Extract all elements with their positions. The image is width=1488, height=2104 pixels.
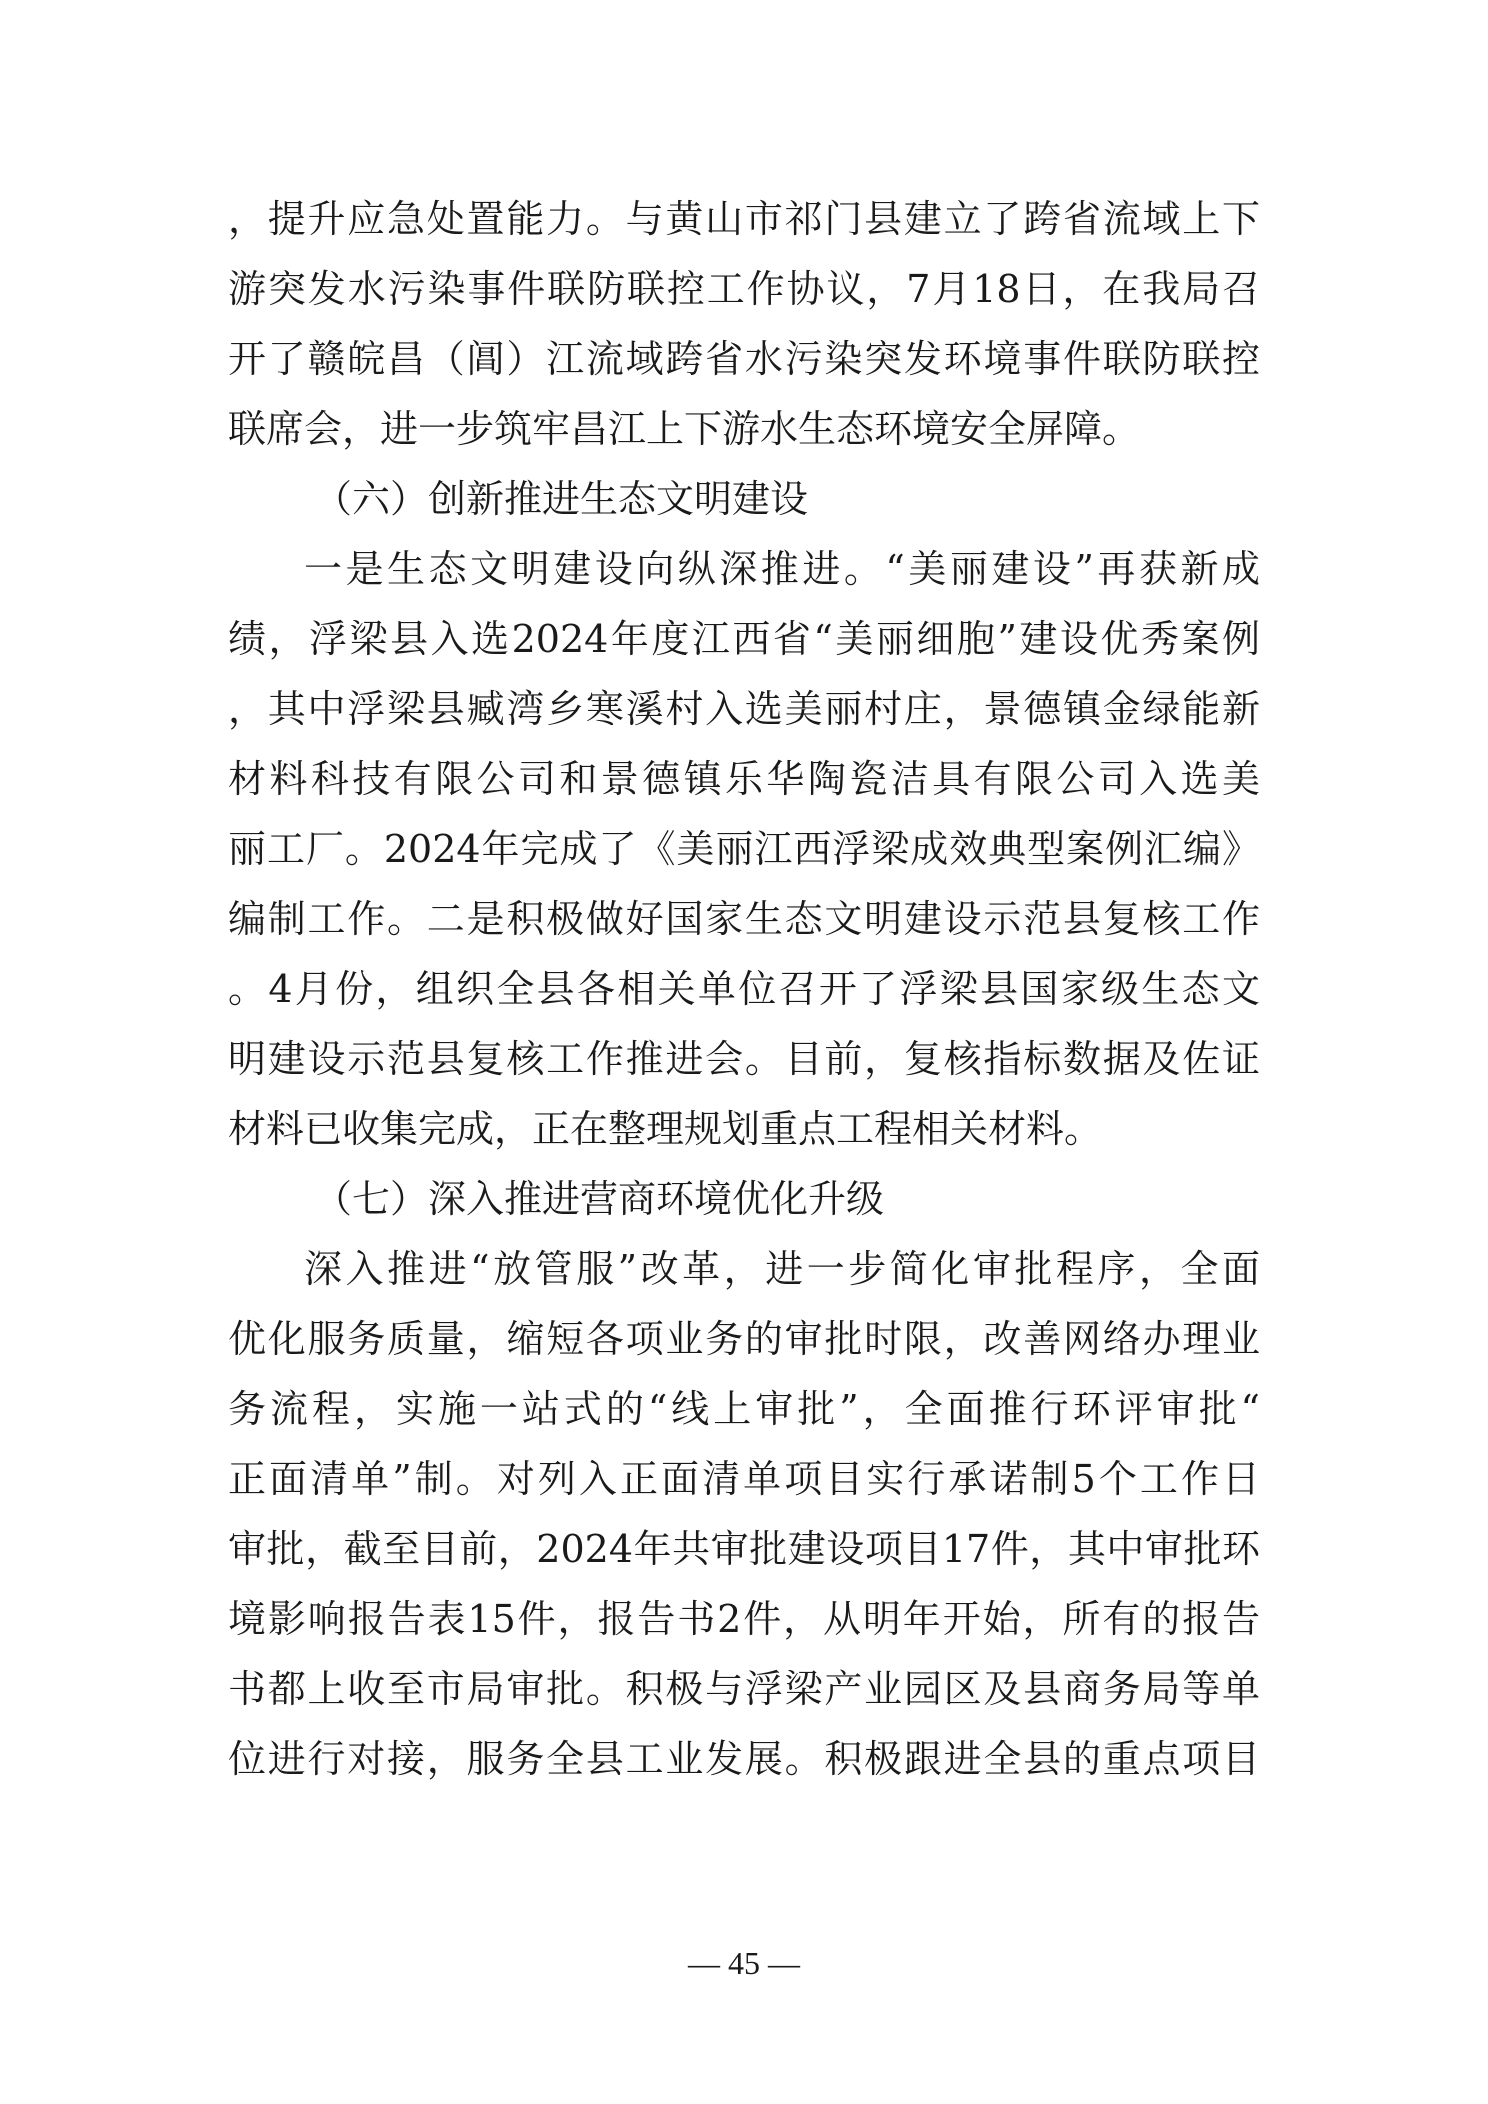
text-line: 正面清单”制。对列入正面清单项目实行承诺制5个工作日 xyxy=(228,1457,1260,1501)
section-heading: （七）深入推进营商环境优化升级 xyxy=(314,1177,885,1221)
text-line: 明建设示范县复核工作推进会。目前，复核指标数据及佐证 xyxy=(228,1037,1260,1081)
text-line: 优化服务质量，缩短各项业务的审批时限，改善网络办理业 xyxy=(228,1317,1260,1361)
text-line: 深入推进“放管服”改革，进一步简化审批程序，全面 xyxy=(304,1247,1260,1291)
text-line: 联席会，进一步筑牢昌江上下游水生态环境安全屏障。 xyxy=(228,407,1141,451)
text-line: ，提升应急处置能力。与黄山市祁门县建立了跨省流域上下 xyxy=(228,197,1260,241)
text-line: 务流程，实施一站式的“线上审批”，全面推行环评审批“ xyxy=(228,1387,1260,1431)
text-line: 绩，浮梁县入选2024年度江西省“美丽细胞”建设优秀案例 xyxy=(228,617,1260,661)
text-line: 开了赣皖昌（阊）江流域跨省水污染突发环境事件联防联控 xyxy=(228,337,1260,381)
text-line: 材料科技有限公司和景德镇乐华陶瓷洁具有限公司入选美 xyxy=(228,757,1260,801)
text-line: 审批，截至目前，2024年共审批建设项目17件，其中审批环 xyxy=(228,1527,1260,1571)
text-line: 游突发水污染事件联防联控工作协议，7月18日，在我局召 xyxy=(228,267,1260,311)
text-line: ，其中浮梁县臧湾乡寒溪村入选美丽村庄，景德镇金绿能新 xyxy=(228,687,1260,731)
body-text xyxy=(228,184,1260,1794)
text-line: 。4月份，组织全县各相关单位召开了浮梁县国家级生态文 xyxy=(228,967,1260,1011)
page-number: — 45 — xyxy=(688,1945,800,1981)
text-line: 材料已收集完成，正在整理规划重点工程相关材料。 xyxy=(228,1107,1103,1151)
text-line: 丽工厂。2024年完成了《美丽江西浮梁成效典型案例汇编》 xyxy=(228,827,1260,871)
section-heading: （六）创新推进生态文明建设 xyxy=(314,477,809,521)
text-line: 一是生态文明建设向纵深推进。“美丽建设”再获新成 xyxy=(304,547,1260,591)
text-line: 位进行对接，服务全县工业发展。积极跟进全县的重点项目 xyxy=(228,1737,1260,1781)
text-line: 书都上收至市局审批。积极与浮梁产业园区及县商务局等单 xyxy=(228,1667,1260,1711)
text-line: 编制工作。二是积极做好国家生态文明建设示范县复核工作 xyxy=(228,897,1260,941)
text-line: 境影响报告表15件，报告书2件，从明年开始，所有的报告 xyxy=(228,1597,1260,1641)
